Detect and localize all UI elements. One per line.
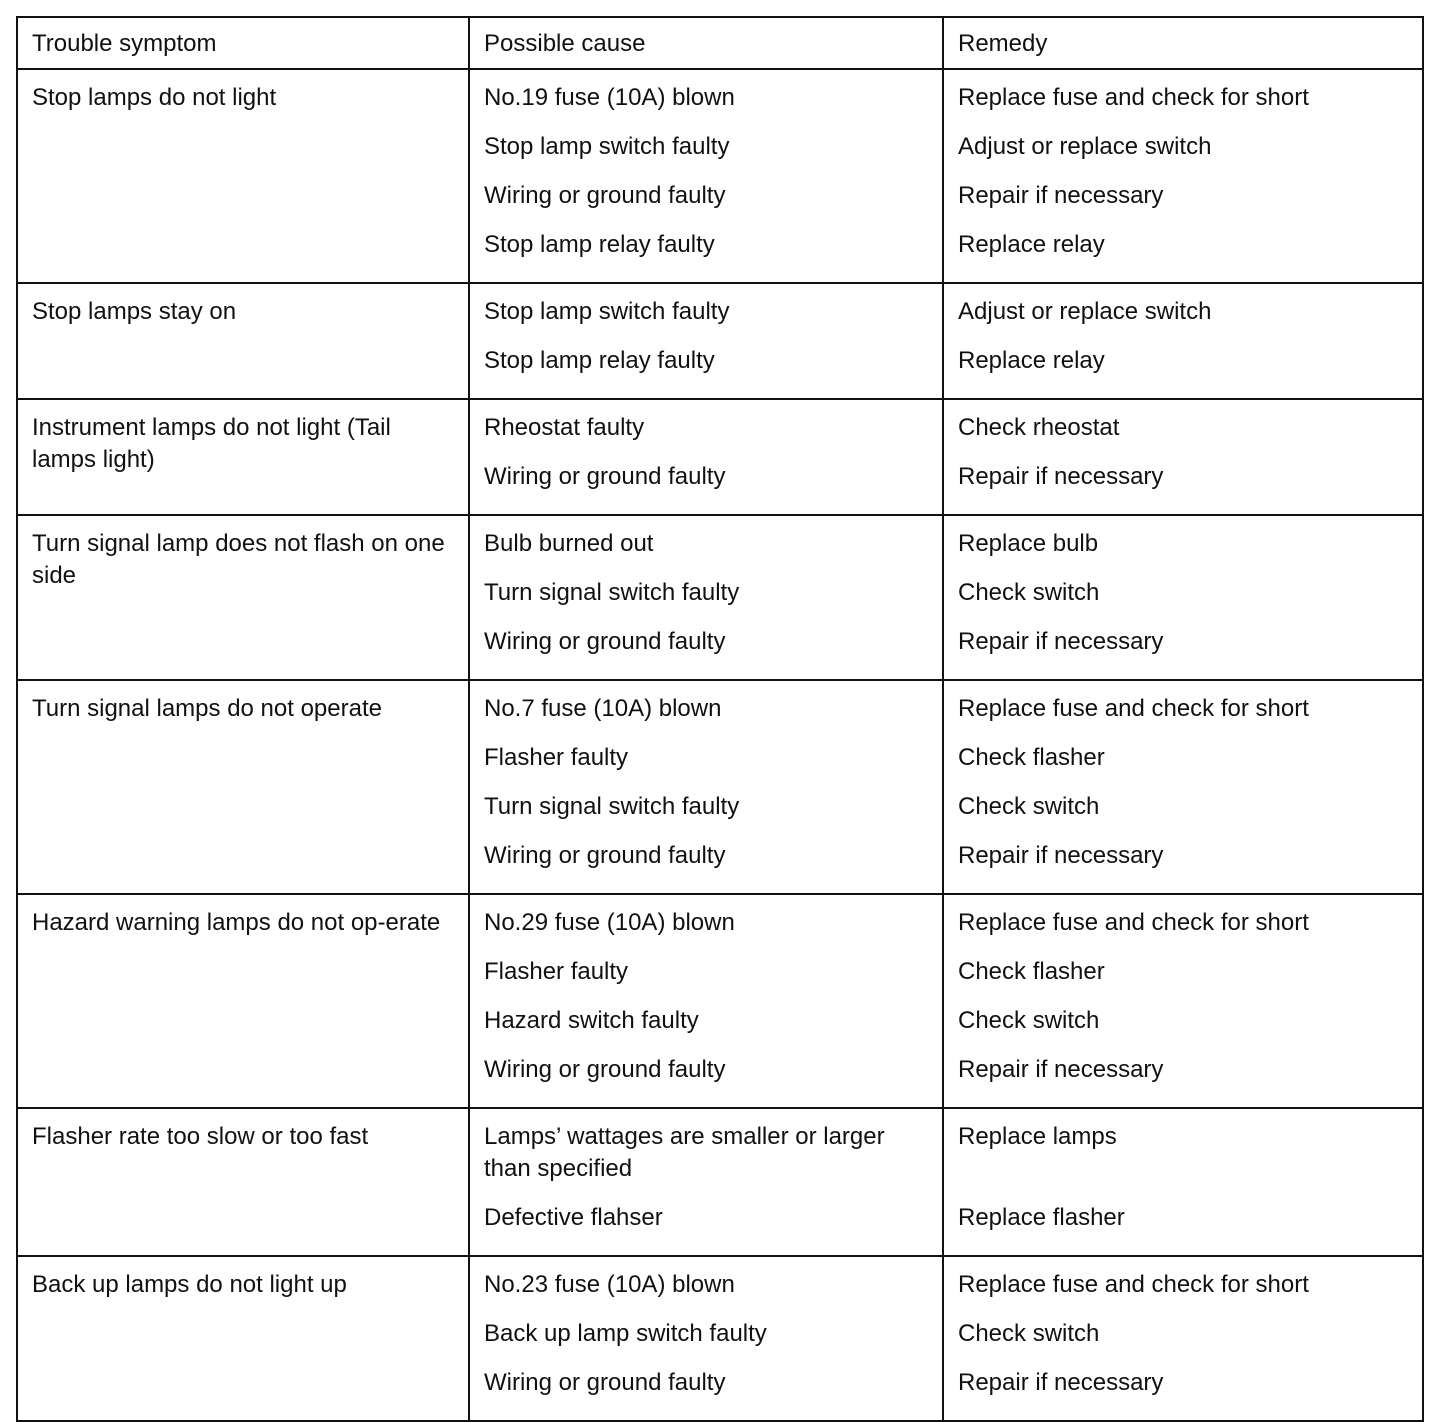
remedy-item: Check switch — [958, 793, 1100, 820]
remedy-item: Repair if necessary — [958, 1369, 1164, 1396]
header-trouble-symptom: Trouble symptom — [17, 17, 469, 69]
remedy-item: Replace bulb — [958, 530, 1099, 557]
symptom-cell — [17, 515, 469, 680]
cause-item: Wiring or ground faulty — [484, 1369, 726, 1396]
symptom-text: Stop lamps stay on — [32, 298, 237, 325]
cause-item: Stop lamp relay faulty — [484, 347, 715, 374]
cause-item: Stop lamp switch faulty — [484, 298, 730, 325]
cause-item: Flasher faulty — [484, 958, 629, 985]
symptom-text: Turn signal lamps do not operate — [32, 695, 382, 722]
troubleshooting-table-container — [16, 16, 1422, 1422]
remedy-item: Adjust or replace switch — [958, 133, 1212, 160]
cause-cell — [469, 894, 943, 1108]
table-row — [17, 283, 1423, 399]
remedy-item: Adjust or replace switch — [958, 298, 1212, 325]
remedy-item: Repair if necessary — [958, 182, 1164, 209]
remedy-cell — [943, 515, 1423, 680]
table-body — [17, 69, 1423, 1421]
symptom-cell — [17, 1256, 469, 1421]
remedy-item: Repair if necessary — [958, 842, 1164, 869]
cause-cell — [469, 283, 943, 399]
remedy-cell — [943, 1256, 1423, 1421]
symptom-text: Turn signal lamp does not flash on one side — [32, 530, 445, 589]
remedy-item: Replace lamps — [958, 1123, 1117, 1150]
cause-cell — [469, 399, 943, 515]
symptom-text: Instrument lamps do not light (Tail lamps light) — [32, 414, 391, 473]
table-row — [17, 515, 1423, 680]
cause-cell — [469, 515, 943, 680]
table-header — [17, 17, 1423, 69]
remedy-cell — [943, 399, 1423, 515]
table-row — [17, 894, 1423, 1108]
cause-item: Bulb burned out — [484, 530, 654, 557]
remedy-item: Replace fuse and check for short — [958, 909, 1309, 936]
remedy-item: Replace fuse and check for short — [958, 84, 1309, 111]
remedy-item: Check switch — [958, 1007, 1100, 1034]
cause-item: Wiring or ground faulty — [484, 1056, 726, 1083]
troubleshooting-table — [16, 16, 1424, 1422]
remedy-item: Check flasher — [958, 958, 1105, 985]
cause-item: Rheostat faulty — [484, 414, 645, 441]
table-row — [17, 69, 1423, 283]
cause-item: Wiring or ground faulty — [484, 463, 726, 490]
cause-item: Flasher faulty — [484, 744, 629, 771]
cause-item: Wiring or ground faulty — [484, 842, 726, 869]
symptom-cell — [17, 680, 469, 894]
cause-item: Stop lamp relay faulty — [484, 231, 715, 258]
remedy-item: Replace fuse and check for short — [958, 695, 1309, 722]
symptom-cell — [17, 399, 469, 515]
cause-cell — [469, 680, 943, 894]
remedy-item: Check rheostat — [958, 414, 1120, 441]
remedy-item: Repair if necessary — [958, 463, 1164, 490]
cause-item: No.19 fuse (10A) blown — [484, 84, 735, 111]
symptom-cell — [17, 1108, 469, 1256]
cause-item: Turn signal switch faulty — [484, 793, 740, 820]
symptom-text: Flasher rate too slow or too fast — [32, 1123, 369, 1150]
cause-item: Lamps’ wattages are smaller or larger than specified — [484, 1123, 885, 1182]
cause-item: No.29 fuse (10A) blown — [484, 909, 735, 936]
remedy-item: Check flasher — [958, 744, 1105, 771]
cause-item: No.23 fuse (10A) blown — [484, 1271, 735, 1298]
table-row — [17, 1108, 1423, 1256]
cause-item: No.7 fuse (10A) blown — [484, 695, 722, 722]
remedy-item: Replace relay — [958, 231, 1105, 258]
cause-item: Wiring or ground faulty — [484, 182, 726, 209]
symptom-cell — [17, 894, 469, 1108]
header-possible-cause: Possible cause — [469, 17, 943, 69]
remedy-cell — [943, 894, 1423, 1108]
remedy-item: Repair if necessary — [958, 628, 1164, 655]
remedy-item: Replace relay — [958, 347, 1105, 374]
remedy-cell — [943, 283, 1423, 399]
symptom-cell — [17, 283, 469, 399]
symptom-text: Back up lamps do not light up — [32, 1271, 347, 1298]
cause-item: Turn signal switch faulty — [484, 579, 740, 606]
table-row — [17, 399, 1423, 515]
symptom-text: Stop lamps do not light — [32, 84, 277, 111]
cause-item: Stop lamp switch faulty — [484, 133, 730, 160]
table-row — [17, 1256, 1423, 1421]
table-row — [17, 680, 1423, 894]
cause-item: Hazard switch faulty — [484, 1007, 699, 1034]
remedy-cell — [943, 69, 1423, 283]
remedy-item: Repair if necessary — [958, 1056, 1164, 1083]
header-remedy: Remedy — [943, 17, 1423, 69]
remedy-cell — [943, 1108, 1423, 1256]
cause-item: Defective flahser — [484, 1204, 663, 1231]
remedy-item: Replace flasher — [958, 1204, 1125, 1231]
remedy-item: Check switch — [958, 579, 1100, 606]
cause-cell — [469, 1256, 943, 1421]
cause-cell — [469, 1108, 943, 1256]
cause-item: Back up lamp switch faulty — [484, 1320, 767, 1347]
remedy-item: Replace fuse and check for short — [958, 1271, 1309, 1298]
remedy-cell — [943, 680, 1423, 894]
symptom-text: Hazard warning lamps do not op-erate — [32, 909, 441, 936]
symptom-cell — [17, 69, 469, 283]
cause-cell — [469, 69, 943, 283]
remedy-item: Check switch — [958, 1320, 1100, 1347]
cause-item: Wiring or ground faulty — [484, 628, 726, 655]
header-row — [17, 17, 1423, 69]
